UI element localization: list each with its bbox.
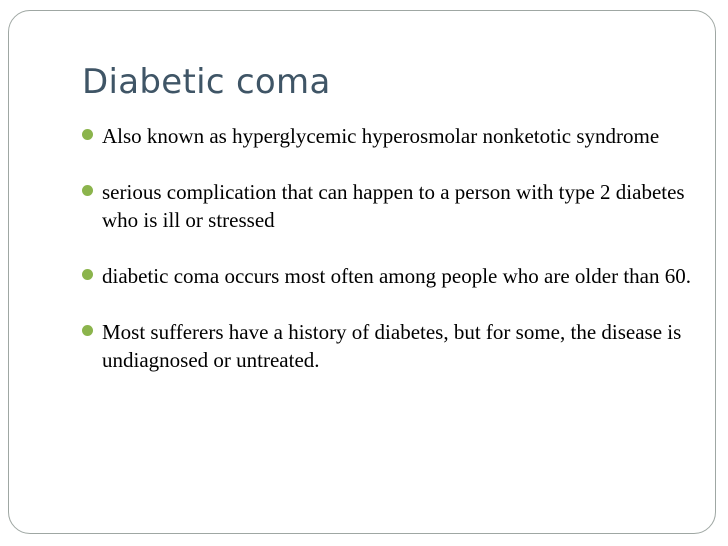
bullet-text: serious complication that can happen to a person with type 2 diabetes who is ill or stressed — [102, 180, 685, 232]
bullet-dot-icon — [82, 185, 93, 196]
bullet-item-4 — [82, 318, 692, 374]
slide-title: Diabetic coma — [82, 62, 331, 102]
bullet-dot-icon — [82, 325, 93, 336]
bullet-list — [82, 122, 692, 402]
bullet-dot-icon — [82, 269, 93, 280]
bullet-text: Also known as hyperglycemic hyperosmolar nonketotic syndrome — [102, 124, 660, 148]
bullet-item-3 — [82, 262, 692, 290]
bullet-item-2 — [82, 178, 692, 234]
bullet-text: Most sufferers have a history of diabetes, but for some, the disease is undiagnosed or untreated. — [102, 320, 682, 372]
bullet-text: diabetic coma occurs most often among people who are older than 60. — [102, 264, 691, 288]
bullet-dot-icon — [82, 129, 93, 140]
bullet-item-1 — [82, 122, 692, 150]
